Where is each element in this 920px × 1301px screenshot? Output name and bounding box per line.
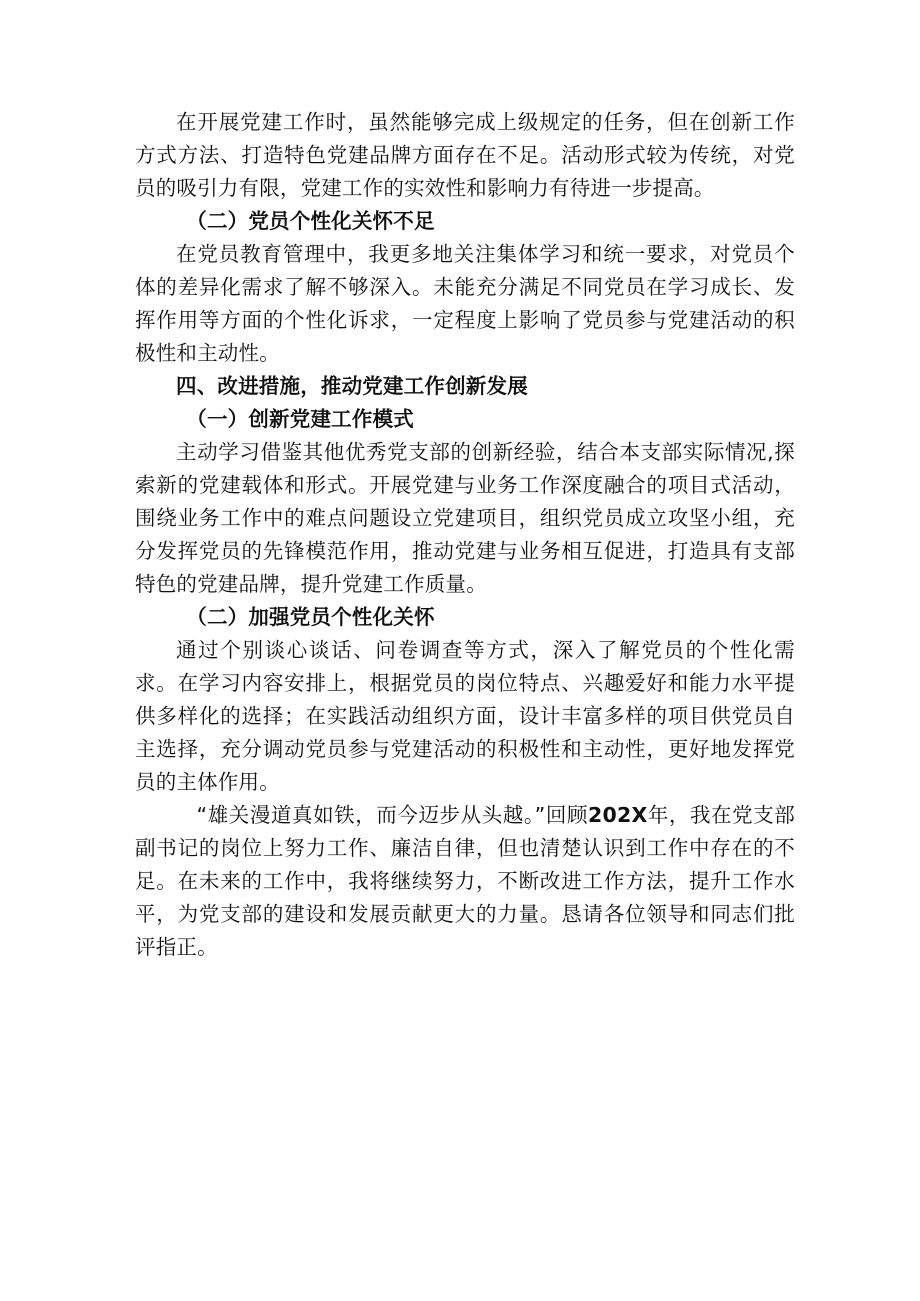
paragraph-closing [135,799,795,964]
paragraph-innovation-shortfall: 在开展党建工作时，虽然能够完成上级规定的任务，但在创新工作方式方法、打造特色党建品牌方面存在不足。活动形式较为传统，对党员的吸引力有限，党建工作的实效性和影响力有待进一步提高。 [135,110,795,200]
closing-year: 202X [588,803,648,827]
paragraph-personalized-care: 在党员教育管理中，我更多地关注集体学习和统一要求，对党员个体的差异化需求了解不够深入。未能充分满足不同党员在学习成长、发挥作用等方面的个性化诉求，一定程度上影响了党员参与党建活动的积极性和主动性。 [135,242,795,365]
closing-text-before-year: “雄关漫道真如铁，而今迈步从头越。”回顾 [196,803,589,827]
subheading-strengthen-care: （二）加强党员个性化关怀 [186,605,435,629]
paragraph-strengthen-care: 通过个别谈心谈话、问卷调查等方式，深入了解党员的个性化需求。在学习内容安排上，根据党员的岗位特点、兴趣爱好和能力水平提供多样化的选择；在实践活动组织方面，设计丰富多样的项目供党员自主选择，充分调动党员参与党建活动的积极性和主动性，更好地发挥党员的主体作用。 [135,638,795,794]
paragraph-innovate-model: 主动学习借鉴其他优秀党支部的创新经验，结合本支部实际情况,探索新的党建载体和形式。开展党建与业务工作深度融合的项目式活动，围绕业务工作中的难点问题设立党建项目，组织党员成立攻坚小组，充分发挥党员的先锋模范作用，推动党建与业务相互促进，打造具有支部特色的党建品牌，提升党建工作质量。 [135,440,795,596]
document-page [135,106,795,964]
subheading-personalized-care-lacking: （二）党员个性化关怀不足 [186,209,435,233]
section-heading-improvement-measures: 四、改进措施，推动党建工作创新发展 [176,374,528,398]
subheading-innovate-model: （一）创新党建工作模式 [186,407,414,431]
closing-text-after-year: 年，我在党支部副书记的岗位上努力工作、廉洁自律，但也清楚认识到工作中存在的不足。在未来的工作中，我将继续努力，不断改进工作方法，提升工作水平，为党支部的建设和发展贡献更大的力量。恳请各位领导和同志们批评指正。 [135,803,795,959]
